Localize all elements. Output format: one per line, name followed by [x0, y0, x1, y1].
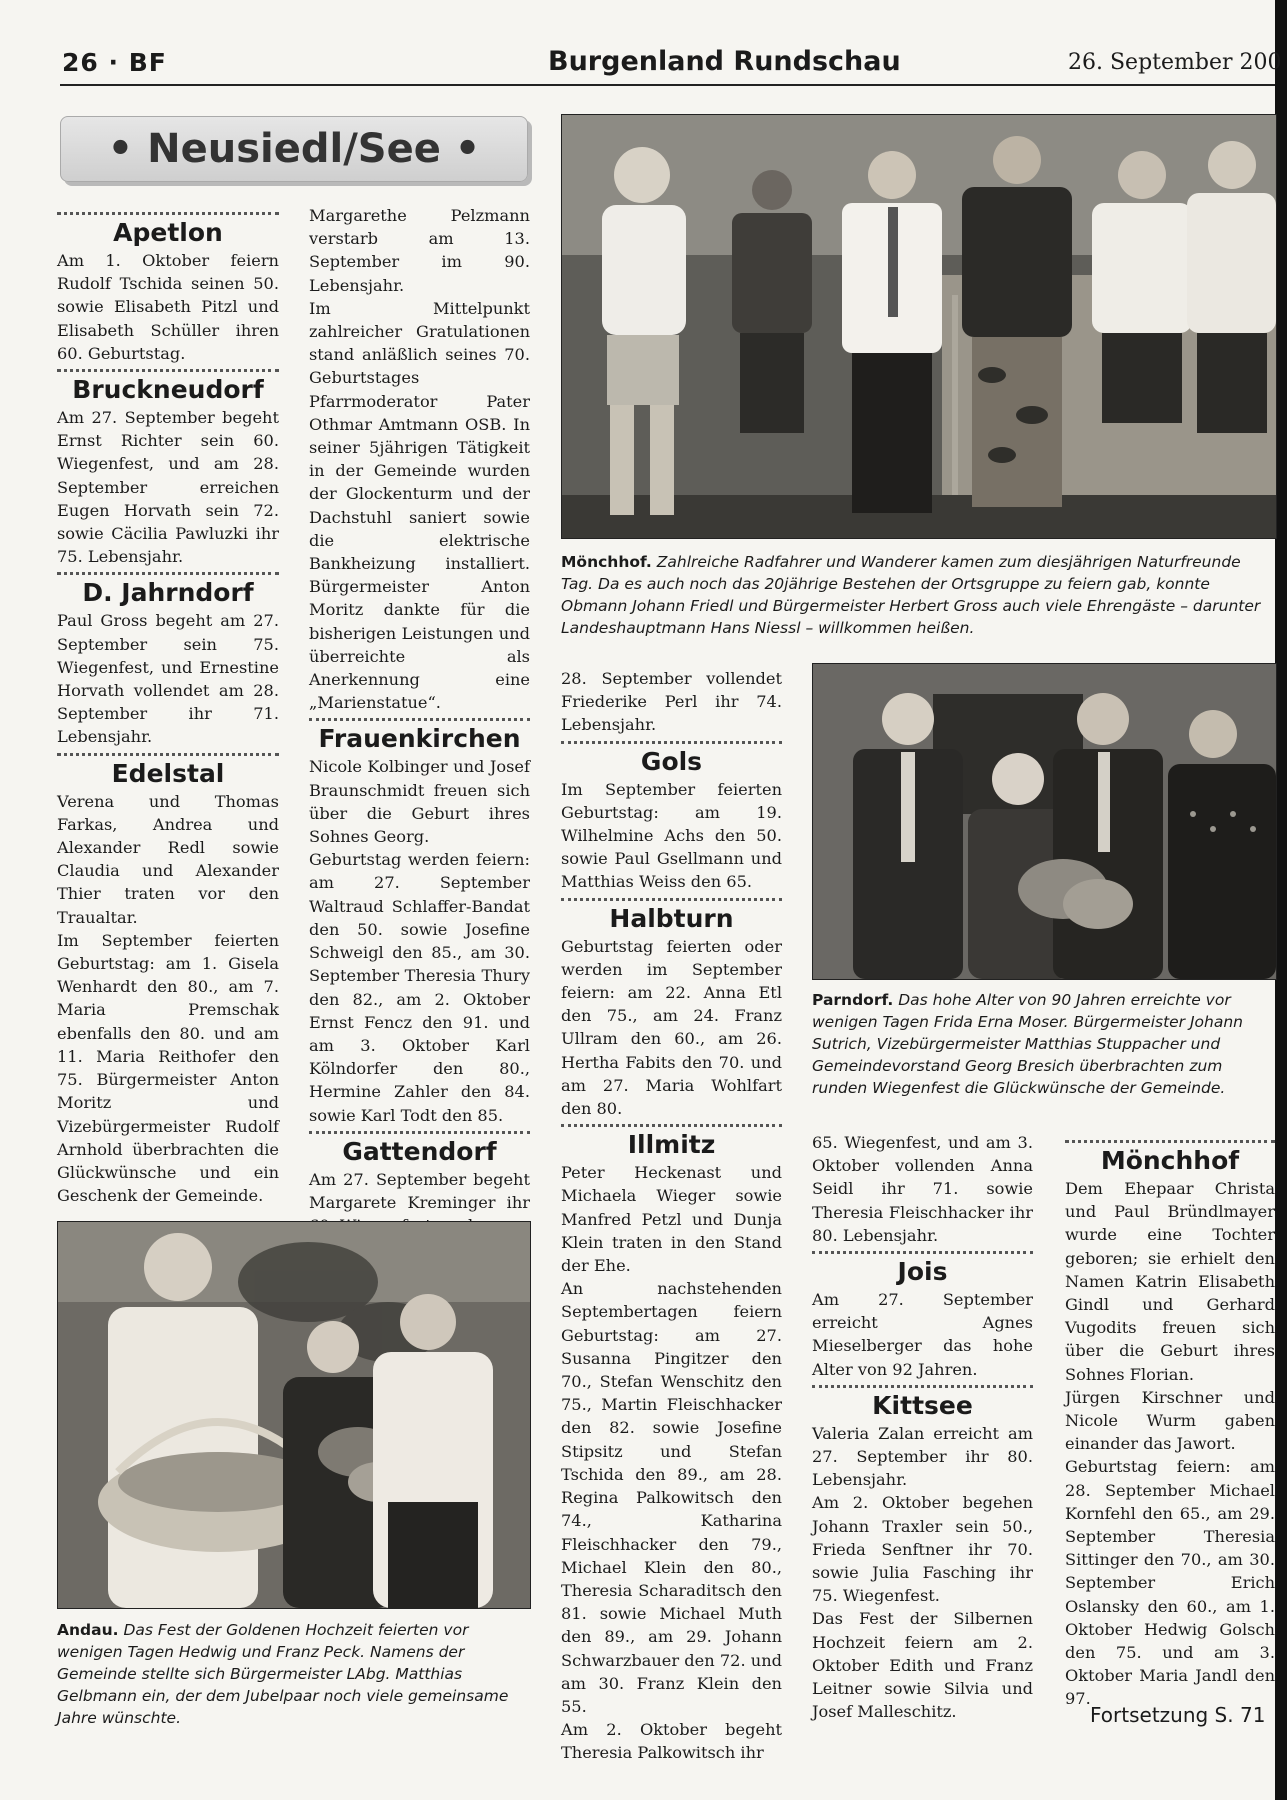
separator: [812, 1385, 1033, 1388]
heading-kittsee: Kittsee: [872, 1390, 973, 1420]
text-frauenkirchen-2: Geburtstag werden feiern: am 27. September Waltraud Schlaffer-Bandat den 50. sowie Josefine Schweigl den 85., am 30. September Theresia Thury den 82., am 2. Oktober Ernst Fencz den 91. und am 3. Oktober Karl Kölndorfer den 80., Hermine Zahler den 84. sowie Karl Todt den 85.: [309, 850, 530, 1125]
caption-parndorf: [812, 989, 1275, 1099]
caption-andau-text: Das Fest der Goldenen Hochzeit feierten vor wenigen Tagen Hedwig und Franz Peck. Namens der Gemeinde stellte sich Bürgermeister LAbg. Matthias Gelbmann ein, der dem Jubelpaar noch viele gemeinsame Jahre wünschte.: [57, 1621, 509, 1727]
continuation-note: Fortsetzung S. 71: [1090, 1703, 1266, 1727]
caption-moenchhof-place: Mönchhof.: [561, 553, 652, 571]
photo-moenchhof-image: [562, 115, 1276, 538]
column-1: [57, 208, 279, 1207]
separator: [57, 753, 279, 756]
section-banner: • Neusiedl/See •: [60, 116, 528, 182]
column-3: [561, 667, 782, 1765]
photo-andau: [57, 1221, 531, 1609]
caption-parndorf-place: Parndorf.: [812, 991, 894, 1009]
caption-andau: [57, 1619, 529, 1729]
heading-bruckneudorf: Bruckneudorf: [72, 375, 264, 405]
separator: [57, 572, 279, 575]
text-edelstal-2: Im September feierten Geburtstag: am 1. Gisela Wenhardt den 80., am 7. Maria Premschak ebenfalls den 80. und am 11. Maria Reithofer den 75. Bürgermeister Anton Moritz und Vizebürgermeister Rudolf Arnhold überbrachten die Glückwünsche und ein Geschenk der Gemeinde.: [57, 930, 279, 1206]
text-moenchhof-2: Jürgen Kirschner und Nicole Wurm gaben einander das Jawort.: [1065, 1387, 1275, 1454]
text-moenchhof-3: Geburtstag feiern: am 28. September Michael Kornfehl den 65., am 29. September Theresia Sittinger den 70., am 30. September Erich Oslansky den 60., am 1. Oktober Hedwig Golsch den 75. und am 3. Oktober Maria Jandl den 97.: [1065, 1457, 1275, 1709]
caption-parndorf-text: Das hohe Alter von 90 Jahren erreichte vor wenigen Tagen Frida Erna Moser. Bürgermeister Johann Sutrich, Vizebürgermeister Matthias Stuppacher und Gemeindevorstand Georg Bresich überbrachten zum runden Wiegenfest die Glückwünsche der Gemeinde.: [812, 991, 1244, 1097]
issue-date: 26. September 200: [1068, 50, 1282, 75]
photo-moenchhof-group: [561, 114, 1277, 539]
text-illmitz-2: An nachstehenden Septembertagen feiern Geburtstag: am 27. Susanna Pingitzer den 70., Stefan Wenschitz den 75., Martin Fleischhacker den 82. sowie Josefine Stipsitz und Stefan Tschida den 89., am 28. Regina Palkowitsch den 74., Katharina Fleischhacker den 79., Michael Klein den 80., Theresia Scharaditsch den 81. sowie Michael Muth den 89., am 29. Johann Schwarzbauer den 72. und am 30. Franz Klein den 55.: [561, 1279, 782, 1716]
heading-frauenkirchen: Frauenkirchen: [318, 724, 521, 754]
heading-jois: Jois: [897, 1257, 948, 1287]
text-amtmann: Im Mittelpunkt zahlreicher Gratulationen stand anläßlich seines 70. Geburtstages Pfarrmoderator Pater Othmar Amtmann OSB. In seiner 5jährigen Tätigkeit in der Gemeinde wurden der Glockenturm und der Dachstuhl saniert sowie die elektrische Bankheizung installiert. Bürgermeister Anton Moritz dankte für die bisherigen Leistungen und überreichte als Anerkennung eine „Marienstatue“.: [309, 298, 530, 713]
column-2: [309, 204, 530, 1237]
text-bruckneudorf: Am 27. September begeht Ernst Richter sein 60. Wiegenfest, und am 28. September erreichen Eugen Horvath sein 72. sowie Cäcilia Pawluzki ihr 75. Lebensjahr.: [57, 408, 279, 567]
heading-jahrndorf: D. Jahrndorf: [82, 578, 254, 608]
heading-moenchhof: Mönchhof: [1100, 1146, 1240, 1175]
text-frauenkirchen-1: Nicole Kolbinger und Josef Braunschmidt freuen sich über die Geburt ihres Sohnes Georg.: [309, 757, 530, 847]
separator: [561, 898, 782, 901]
separator: [57, 212, 279, 215]
photo-parndorf: [812, 663, 1277, 980]
photo-parndorf-image: [813, 664, 1276, 979]
text-edelstal-1: Verena und Thomas Farkas, Andrea und Alexander Redl sowie Claudia und Alexander Thier traten vor den Traualtar.: [57, 791, 279, 927]
text-illmitz-3: Am 2. Oktober begeht Theresia Palkowitsch ihr: [561, 1720, 782, 1763]
separator: [57, 369, 279, 372]
heading-edelstal: Edelstal: [111, 758, 225, 788]
text-pelzmann: Margarethe Pelzmann verstarb am 13. September im 90. Lebensjahr.: [309, 206, 530, 295]
text-perl: 28. September vollendet Friederike Perl ihr 74. Lebensjahr.: [561, 669, 782, 735]
text-gols: Im September feierten Geburtstag: am 19. Wilhelmine Achs den 50. sowie Paul Gsellmann und Matthias Weiss den 65.: [561, 779, 782, 892]
separator: [309, 718, 530, 721]
photo-andau-image: [58, 1222, 530, 1608]
heading-gols: Gols: [640, 746, 703, 776]
text-apetlon: Am 1. Oktober feiern Rudolf Tschida seinen 50. sowie Elisabeth Pitzl und Elisabeth Schüller ihren 60. Geburtstag.: [57, 251, 279, 363]
text-gattendorf: Am 27. September begeht Margarete Kreminger ihr: [309, 1169, 530, 1212]
caption-moenchhof: [561, 551, 1275, 639]
column-4: [812, 1131, 1033, 1723]
heading-gattendorf: Gattendorf: [342, 1136, 497, 1166]
heading-illmitz: Illmitz: [627, 1130, 716, 1160]
header-rule: [60, 84, 1275, 86]
text-kittsee-1: Valeria Zalan erreicht am 27. September ihr 80. Lebensjahr.: [812, 1423, 1033, 1490]
separator: [561, 741, 782, 744]
separator: [561, 1124, 782, 1127]
column-5: [1065, 1136, 1275, 1711]
text-moenchhof-1: Dem Ehepaar Christa und Paul Bründlmayer wurde eine Tochter geboren; sie erhielt den Namen Katrin Elisabeth Gindl und Gerhard Vugodits freuen sich über die Geburt ihres Sohnes Florian.: [1065, 1179, 1275, 1384]
separator: [1065, 1140, 1275, 1143]
text-illmitz-1: Peter Heckenast und Michaela Wieger sowie Manfred Petzl und Dunja Klein traten in den Stand der Ehe.: [561, 1163, 782, 1276]
caption-moenchhof-text: Zahlreiche Radfahrer und Wanderer kamen zum diesjährigen Naturfreunde Tag. Da es auch noch das 20jährige Bestehen der Ortsgruppe zu feiern gab, konnte Obmann Johann Friedl und Bürgermeister Herbert Gross auch viele Ehrengäste – darunter Landeshauptmann Hans Niessl – willkommen heißen.: [561, 553, 1261, 637]
heading-apetlon: Apetlon: [113, 218, 223, 247]
separator: [309, 1131, 530, 1134]
caption-andau-place: Andau.: [57, 1621, 119, 1639]
newspaper-title: Burgenland Rundschau: [548, 46, 901, 77]
separator: [812, 1251, 1033, 1254]
text-kittsee-2: Am 2. Oktober begehen Johann Traxler sein 50., Frieda Senftner ihr 70. sowie Julia Fasching ihr 75. Wiegenfest.: [812, 1493, 1033, 1606]
text-halbturn: Geburtstag feierten oder werden im September feiern: am 22. Anna Etl den 75., am 24. Franz Ullram den 60., am 26. Hertha Fabits den 70. und am 27. Maria Wohlfart den 80.: [561, 936, 782, 1119]
text-seidl: 65. Wiegenfest, und am 3. Oktober vollenden Anna Seidl ihr 71. sowie Theresia Fleischhacker ihr 80. Lebensjahr.: [812, 1133, 1033, 1245]
text-jois: Am 27. September erreicht Agnes Mieselberger das hohe Alter von 92 Jahren.: [812, 1290, 1033, 1379]
text-kittsee-3: Das Fest der Silbernen Hochzeit feiern am 2. Oktober Edith und Franz Leitner sowie Silvia und Josef Malleschitz.: [812, 1609, 1033, 1722]
text-jahrndorf: Paul Gross begeht am 27. September sein 75. Wiegenfest, und Ernestine Horvath vollendet am 28. September ihr 71. Lebensjahr.: [57, 611, 279, 747]
page-number: 26 · BF: [62, 48, 167, 77]
heading-halbturn: Halbturn: [609, 903, 734, 933]
